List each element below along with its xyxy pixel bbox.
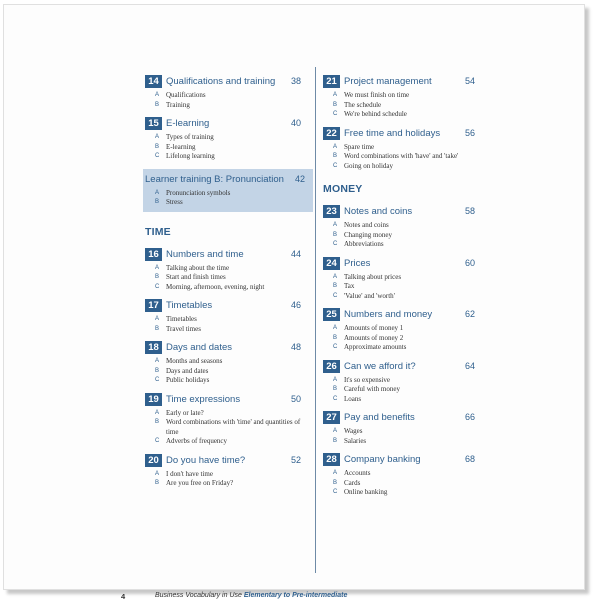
item-letter: B [155,199,160,205]
unit-item [155,273,305,283]
item-text: Early or late? [166,408,204,417]
item-letter: A [155,264,160,271]
unit-item [155,418,305,437]
unit-item [155,470,305,480]
item-text: Abbreviations [344,240,384,248]
unit-page-number: 54 [464,76,475,86]
item-text: Salaries [344,436,367,445]
item-letter: A [155,470,160,477]
unit-item [155,367,305,377]
unit-item [333,162,479,172]
item-letter: B [333,386,338,392]
item-letter: C [333,111,338,117]
unit-25 [323,308,479,353]
unit-page-number: 68 [464,454,475,464]
item-letter: A [333,273,338,280]
unit-page-number: 56 [464,127,475,138]
item-text: Start and finish times [166,273,226,281]
unit-item [155,264,305,274]
item-letter: A [155,189,160,196]
unit-title: E-learning [166,118,210,129]
item-text: Notes and coins [344,221,389,229]
item-text: Timetables [166,315,197,323]
unit-page-number: 50 [290,393,301,404]
item-text: It's so expensive [344,375,390,384]
unit-24 [323,257,479,302]
item-text: The schedule [344,100,382,109]
unit-item [155,376,305,386]
unit-title: Project management [344,76,432,87]
item-text: I don't have time [166,469,213,478]
item-text: Approximate amounts [344,343,407,351]
item-letter: B [333,101,338,108]
unit-item [333,437,479,447]
unit-title: Timetables [166,300,213,311]
item-letter: A [333,92,338,98]
unit-item [333,488,479,498]
unit-title: Qualifications and training [166,76,276,87]
learner-training-box [143,169,313,212]
item-text: Going on holiday [344,161,393,170]
unit-item [155,357,305,367]
item-letter: A [333,143,338,150]
item-text: Amounts of money 1 [344,324,404,332]
item-letter: B [333,283,338,289]
learner-page: 42 [294,173,305,184]
unit-title: Notes and coins [344,206,413,217]
book-title: Business Vocabulary in Use Elementary to Pre-intermediate [155,592,348,599]
unit-item [155,198,309,208]
unit-page-number: 44 [290,248,301,259]
unit-number-badge: 28 [323,453,340,466]
item-letter: B [333,334,338,341]
item-text: We're behind schedule [344,110,407,118]
unit-title: Numbers and time [166,248,244,260]
unit-item [155,133,305,143]
item-text: Accounts [344,469,371,477]
learner-title: Learner training B: Pronunciation [145,173,284,185]
item-letter: B [155,143,160,150]
item-letter: B [333,153,338,159]
unit-16 [145,248,305,293]
unit-page-number: 66 [464,412,475,422]
item-text: E-learning [166,142,196,151]
unit-number-badge: 24 [323,257,340,270]
item-text: Cards [344,478,361,487]
unit-number-badge: 14 [145,75,162,88]
item-letter: A [333,470,338,476]
item-letter: C [155,153,160,159]
unit-item [155,479,305,489]
unit-number-badge: 20 [145,454,162,467]
item-letter: A [155,92,160,98]
item-letter: B [155,419,160,425]
unit-title: Numbers and money [344,309,433,320]
unit-item [333,385,479,395]
unit-item [333,324,479,334]
unit-21 [323,75,479,120]
item-letter: A [155,316,160,322]
item-text: Stress [166,198,183,206]
unit-item [333,376,479,386]
unit-item [333,334,479,344]
item-letter: A [333,325,338,331]
unit-page-number: 58 [464,206,475,216]
unit-28 [323,453,479,498]
unit-page-number: 62 [464,309,475,319]
item-letter: A [155,134,160,140]
item-text: Online banking [344,488,388,496]
unit-title: Days and dates [166,342,233,353]
item-text: Word combinations with 'time' and quantities of time [166,418,301,436]
unit-item [155,143,305,153]
unit-item [333,273,479,283]
unit-item [333,343,479,353]
item-text: Qualifications [166,91,206,99]
item-letter: C [155,438,160,444]
unit-17 [145,299,305,334]
unit-item [333,395,479,405]
unit-23 [323,205,479,250]
book-page [3,4,585,601]
item-text: Changing money [344,230,393,239]
unit-page-number: 52 [290,454,301,465]
item-letter: C [333,162,338,169]
unit-item [155,325,305,335]
unit-item [333,282,479,292]
unit-title: Prices [344,257,371,269]
unit-page-number: 48 [290,342,301,352]
item-text: Talking about prices [344,272,402,281]
unit-item [333,479,479,489]
item-text: 'Value' and 'worth' [344,291,395,300]
item-text: Lifelong learning [166,152,215,160]
unit-number-badge: 19 [145,393,162,406]
unit-15 [145,117,305,162]
unit-number-badge: 15 [145,117,162,130]
unit-item [155,437,305,447]
item-text: Public holidays [166,376,210,384]
item-text: Pronunciation symbols [166,188,231,197]
item-letter: B [155,325,160,332]
unit-22 [323,127,479,172]
unit-title: Company banking [344,454,421,465]
item-text: Wages [344,427,363,435]
unit-item [333,427,479,437]
item-text: We must finish on time [344,91,410,99]
right-column [323,75,479,505]
item-letter: A [155,358,160,364]
item-text: Training [166,100,190,109]
item-text: Tax [344,282,355,290]
unit-item [333,469,479,479]
unit-item [155,91,305,101]
unit-item [155,189,309,199]
page-number: 4 [121,592,126,601]
item-letter: C [333,241,338,247]
unit-number-badge: 22 [323,127,340,140]
item-text: Talking about the time [166,263,230,272]
unit-item [333,231,479,241]
column-divider [315,67,316,573]
unit-title: Do you have time? [166,454,246,466]
unit-27 [323,411,479,446]
left-column [145,75,305,496]
unit-number-badge: 23 [323,205,340,218]
item-letter: B [155,480,160,486]
unit-number-badge: 16 [145,248,162,261]
item-text: Adverbs of frequency [166,437,228,445]
unit-26 [323,360,479,405]
unit-title: Can we afford it? [344,360,416,372]
unit-number-badge: 27 [323,411,340,424]
item-letter: C [333,344,338,350]
item-text: Types of training [166,133,214,141]
unit-item [155,152,305,162]
item-letter: B [333,231,338,238]
item-letter: B [333,479,338,486]
unit-item [155,101,305,111]
item-text: Careful with money [344,385,400,393]
unit-page-number: 64 [464,360,475,371]
unit-number-badge: 21 [323,75,340,88]
unit-item [155,409,305,419]
unit-number-badge: 18 [145,341,162,354]
unit-number-badge: 26 [323,360,340,373]
item-text: Amounts of money 2 [344,333,404,342]
unit-18 [145,341,305,386]
item-text: Days and dates [166,366,209,375]
unit-item [155,283,305,293]
unit-20 [145,454,305,489]
unit-item [333,91,479,101]
unit-item [333,292,479,302]
item-text: Travel times [166,324,201,333]
unit-title: Time expressions [166,393,241,405]
item-text: Morning, afternoon, evening, night [166,282,265,291]
unit-page-number: 38 [290,76,301,86]
item-letter: C [155,377,160,383]
unit-item [333,221,479,231]
unit-item [333,152,479,162]
unit-item [333,110,479,120]
unit-title: Pay and benefits [344,412,415,423]
item-letter: C [155,283,160,290]
item-letter: C [333,395,338,402]
unit-item [333,143,479,153]
unit-page-number: 60 [464,257,475,268]
unit-19 [145,393,305,447]
unit-14 [145,75,305,110]
unit-title: Free time and holidays [344,127,441,139]
item-letter: B [155,367,160,374]
unit-page-number: 40 [290,118,301,128]
item-text: Spare time [344,142,375,151]
unit-item [333,240,479,250]
section-title-money: MONEY [323,183,363,195]
item-letter: B [155,274,160,280]
item-letter: C [333,489,338,495]
item-text: Months and seasons [166,357,223,365]
unit-number-badge: 25 [323,308,340,321]
item-text: Are you free on Friday? [166,479,234,487]
item-letter: A [333,428,338,434]
item-text: Word combinations with 'have' and 'take' [344,152,459,160]
item-letter: A [155,409,160,416]
unit-page-number: 46 [290,300,301,310]
item-letter: A [333,222,338,228]
item-text: Loans [344,394,362,403]
unit-number-badge: 17 [145,299,162,312]
unit-item [155,315,305,325]
section-title-time: TIME [145,225,171,238]
item-letter: B [333,437,338,444]
item-letter: B [155,101,160,108]
item-letter: A [333,376,338,383]
item-letter: C [333,292,338,299]
unit-item [333,101,479,111]
